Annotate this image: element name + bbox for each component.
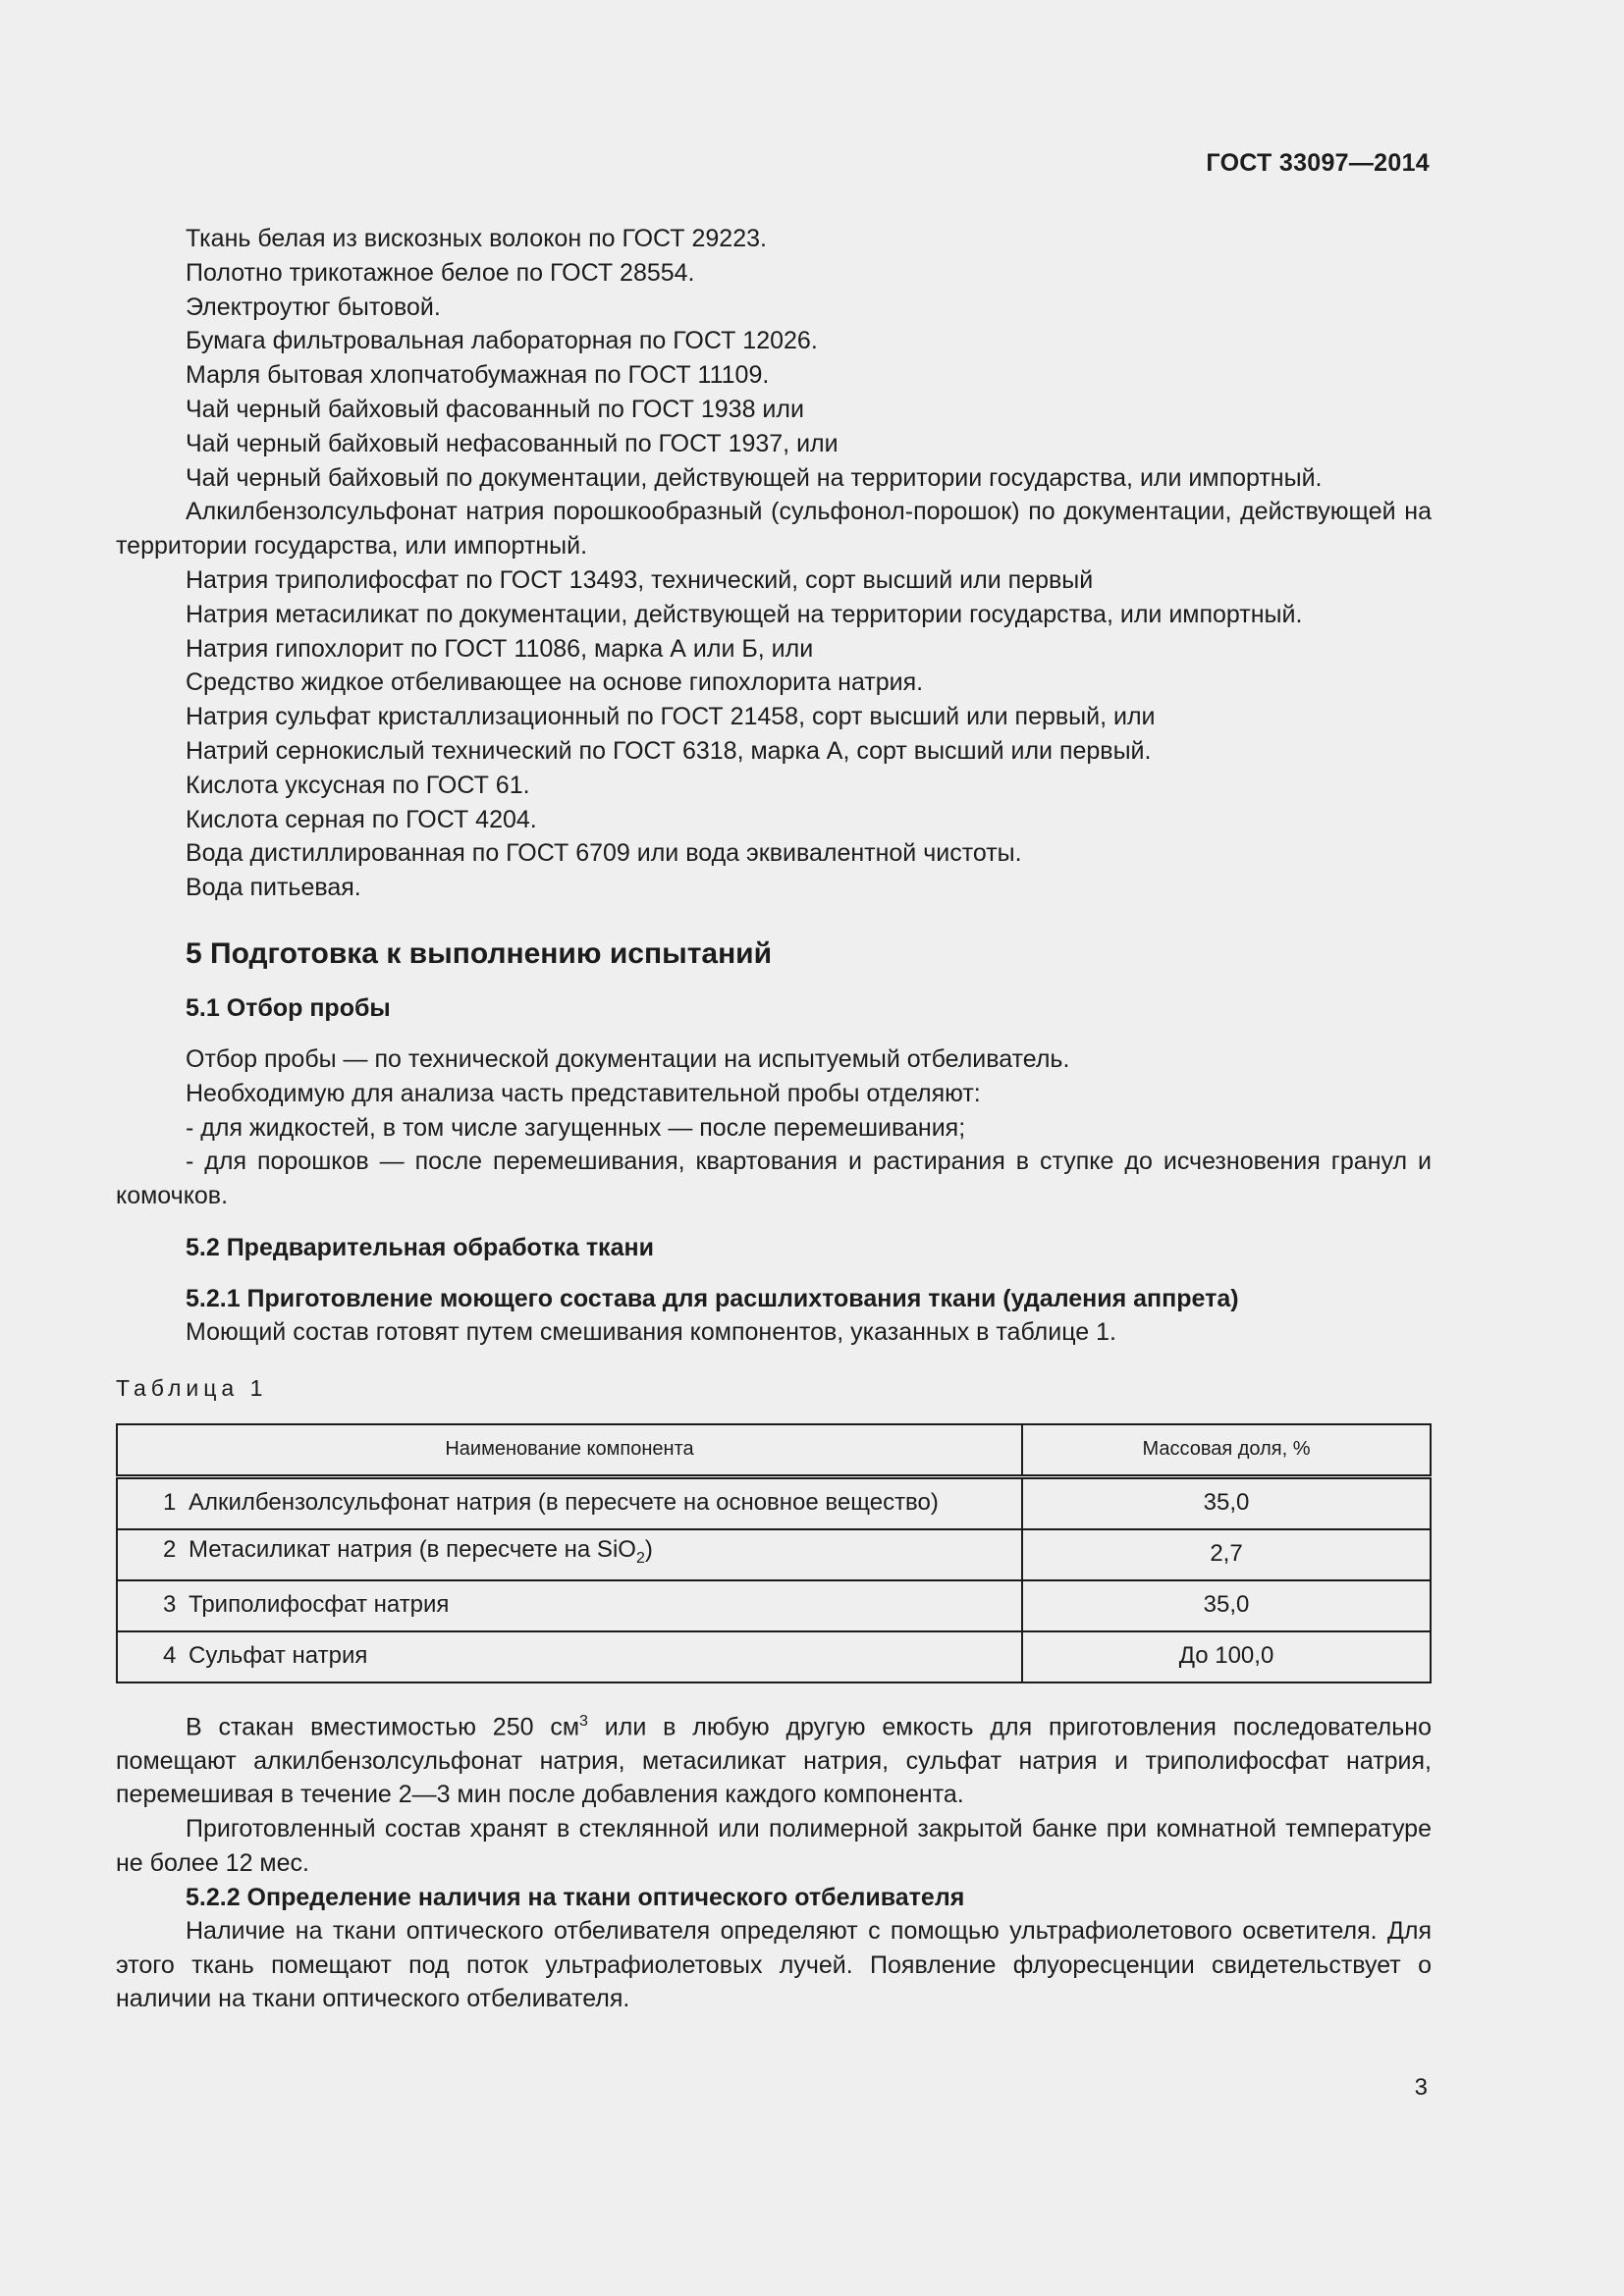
sampling-paragraph: - для жидкостей, в том числе загущенных — после перемешивания; bbox=[186, 1113, 966, 1142]
sampling-paragraph: Отбор пробы — по технической документации на испытуемый отбеливатель. bbox=[186, 1044, 1070, 1073]
material-item: Электроутюг бытовой. bbox=[186, 293, 441, 321]
table-row bbox=[117, 1529, 1431, 1580]
table-row bbox=[117, 1631, 1431, 1682]
components-table bbox=[116, 1423, 1432, 1683]
material-item: Чай черный байховый по документации, действующей на территории государства, или импортный. bbox=[186, 463, 1323, 492]
material-item: Натрий сернокислый технический по ГОСТ 6318, марка А, сорт высший или первый. bbox=[186, 736, 1152, 765]
material-item: Чай черный байховый нефасованный по ГОСТ 1937, или bbox=[186, 429, 839, 457]
material-item: Вода дистиллированная по ГОСТ 6709 или вода эквивалентной чистоты. bbox=[186, 839, 1022, 868]
sampling-paragraph: - для порошков — после перемешивания, квартования и растирания в ступке до исчезновения гранул и комочков. bbox=[116, 1148, 1432, 1210]
material-item: Кислота серная по ГОСТ 4204. bbox=[186, 805, 537, 833]
document-header: ГОСТ 33097—2014 bbox=[1206, 149, 1430, 177]
mass-fraction-cell: До 100,0 bbox=[1022, 1631, 1431, 1682]
row-number: 3 bbox=[163, 1591, 177, 1619]
mass-fraction-cell: 35,0 bbox=[1022, 1580, 1431, 1631]
sampling-paragraph: Необходимую для анализа часть представительной пробы отделяют: bbox=[186, 1079, 981, 1107]
section-5-2-heading: 5.2 Предварительная обработка ткани bbox=[186, 1233, 654, 1261]
page-content bbox=[116, 222, 1432, 2016]
material-item: Бумага фильтровальная лабораторная по ГОСТ 12026. bbox=[186, 327, 818, 355]
material-item: Алкилбензолсульфонат натрия порошкообразный (сульфонол-порошок) по документации, действующей на территории государства, или импортный. bbox=[116, 498, 1432, 561]
section-5-heading: 5 Подготовка к выполнению испытаний bbox=[186, 936, 773, 970]
material-item: Полотно трикотажное белое по ГОСТ 28554. bbox=[186, 258, 695, 287]
material-item: Ткань белая из вискозных волокон по ГОСТ 29223. bbox=[186, 225, 767, 252]
component-name-cell bbox=[117, 1476, 1022, 1529]
section-5-2-2-text: Наличие на ткани оптического отбеливателя определяют с помощью ультрафиолетового осветителя. Для этого ткань помещают под поток ультрафиолетовых лучей. Появление флуоресценции свидетельствует о наличии на ткани оптического отбеливателя. bbox=[116, 1916, 1432, 2013]
component-name: Триполифосфат натрия bbox=[189, 1591, 450, 1619]
page-number: 3 bbox=[1414, 2074, 1428, 2101]
component-name-end: ) bbox=[644, 1535, 653, 1563]
component-name-cell bbox=[117, 1631, 1022, 1682]
subscript: 2 bbox=[635, 1549, 645, 1567]
row-number: 4 bbox=[163, 1642, 177, 1670]
table-row bbox=[117, 1476, 1431, 1529]
material-item: Средство жидкое отбеливающее на основе гипохлорита натрия. bbox=[186, 668, 924, 697]
material-item: Натрия триполифосфат по ГОСТ 13493, технический, сорт высший или первый bbox=[186, 565, 1094, 594]
materials-list bbox=[116, 222, 1432, 905]
table-header-mass-fraction: Массовая доля, % bbox=[1022, 1424, 1431, 1477]
section-5-2-1-text: Моющий состав готовят путем смешивания компонентов, указанных в таблице 1. bbox=[186, 1317, 1116, 1346]
table-header-row bbox=[117, 1424, 1431, 1477]
mass-fraction-cell: 2,7 bbox=[1022, 1529, 1431, 1580]
table-caption: Таблица 1 bbox=[116, 1374, 268, 1401]
material-item: Марля бытовая хлопчатобумажная по ГОСТ 11109. bbox=[186, 361, 770, 390]
preparation-text-end: или в любую другую емкость для приготовления последовательно помещают алкилбензолсульфонат натрия, метасиликат натрия, сульфат натрия и триполифосфат натрия, перемешивая в течение 2—3 мин после добавления каждого компонента. bbox=[116, 1712, 1432, 1809]
storage-paragraph: Приготовленный состав хранят в стеклянной или полимерной закрытой банке при комнатной температуре не более 12 мес. bbox=[116, 1815, 1432, 1878]
material-item: Кислота уксусная по ГОСТ 61. bbox=[186, 771, 530, 799]
preparation-text-start: В стакан вместимостью 250 см bbox=[186, 1712, 580, 1740]
mass-fraction-cell: 35,0 bbox=[1022, 1476, 1431, 1529]
table-header-component: Наименование компонента bbox=[117, 1424, 1022, 1477]
table-row bbox=[117, 1580, 1431, 1631]
preparation-paragraph bbox=[116, 1705, 1432, 1813]
component-name-cell bbox=[117, 1529, 1022, 1580]
material-item: Натрия метасиликат по документации, действующей на территории государства, или импортный. bbox=[186, 600, 1303, 628]
component-name: Метасиликат натрия (в пересчете на SiO bbox=[189, 1535, 636, 1563]
material-item: Натрия гипохлорит по ГОСТ 11086, марка А или Б, или bbox=[186, 634, 814, 663]
material-item: Натрия сульфат кристаллизационный по ГОСТ 21458, сорт высший или первый, или bbox=[186, 703, 1156, 731]
row-number: 1 bbox=[163, 1489, 177, 1517]
row-number: 2 bbox=[163, 1535, 177, 1563]
component-name: Сульфат натрия bbox=[189, 1642, 368, 1670]
section-5-2-2-heading: 5.2.2 Определение наличия на ткани оптического отбеливателя bbox=[186, 1883, 965, 1911]
component-name: Алкилбензолсульфонат натрия (в пересчете на основное вещество) bbox=[189, 1489, 939, 1517]
material-item: Вода питьевая. bbox=[186, 874, 361, 902]
section-5-2-1-heading: 5.2.1 Приготовление моющего состава для расшлихтования ткани (удаления аппрета) bbox=[186, 1284, 1239, 1312]
component-name-cell bbox=[117, 1580, 1022, 1631]
section-5-1-heading: 5.1 Отбор пробы bbox=[186, 993, 391, 1022]
superscript: 3 bbox=[579, 1712, 588, 1730]
material-item: Чай черный байховый фасованный по ГОСТ 1938 или bbox=[186, 395, 804, 423]
